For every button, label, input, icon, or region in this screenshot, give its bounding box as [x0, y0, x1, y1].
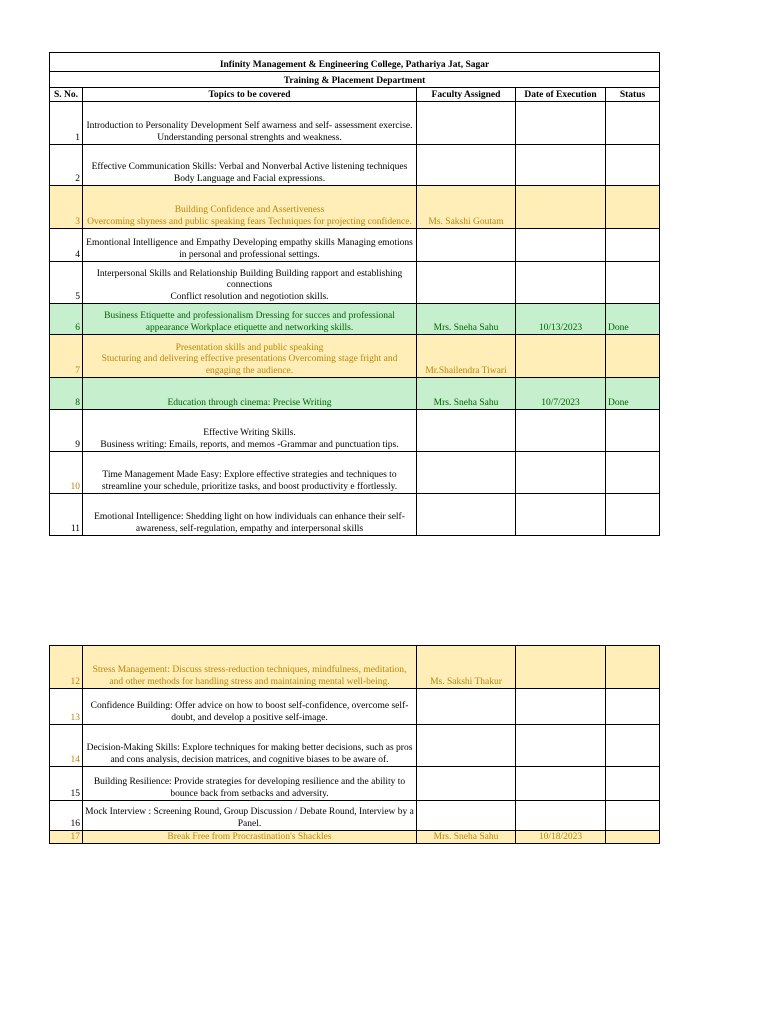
row-topic: Building Resilience: Provide strategies for developing resilience and the ability to bounce back from setbacks and adversity. — [83, 767, 417, 801]
row-date — [516, 186, 606, 229]
training-schedule-table-continued — [49, 645, 660, 844]
row-status: Done — [606, 378, 660, 410]
row-topic: Introduction to Personality Development Self awarness and self- assessment exercise. Understanding personal strenghts and weakness. — [83, 102, 417, 145]
row-sno: 11 — [50, 494, 83, 536]
table-row — [50, 262, 660, 304]
row-topic: Decision-Making Skills: Explore techniques for making better decisions, such as pros and cons analysis, decision matrices, and cognitive biases to be aware of. — [83, 725, 417, 767]
row-date — [516, 646, 606, 689]
row-date — [516, 767, 606, 801]
row-faculty — [417, 767, 516, 801]
row-status — [606, 145, 660, 186]
col-header-faculty: Faculty Assigned — [417, 88, 516, 102]
row-sno: 1 — [50, 102, 83, 145]
table-row — [50, 831, 660, 844]
row-status — [606, 494, 660, 536]
row-topic: Stress Management: Discuss stress-reduction techniques, mindfulness, meditation, and other methods for handling stress and maintaining mental well-being. — [83, 646, 417, 689]
row-sno: 15 — [50, 767, 83, 801]
table-row — [50, 689, 660, 725]
table-row — [50, 335, 660, 378]
row-date — [516, 145, 606, 186]
row-sno: 6 — [50, 304, 83, 335]
table-row — [50, 378, 660, 410]
row-date: 10/13/2023 — [516, 304, 606, 335]
row-topic: Mock Interview : Screening Round, Group Discussion / Debate Round, Interview by a Panel. — [83, 801, 417, 831]
row-topic: Break Free from Procrastination's Shackles — [83, 831, 417, 844]
row-status — [606, 767, 660, 801]
row-status — [606, 831, 660, 844]
row-faculty: Ms. Sakshi Thakur — [417, 646, 516, 689]
row-sno: 14 — [50, 725, 83, 767]
row-sno: 12 — [50, 646, 83, 689]
table-row — [50, 102, 660, 145]
row-faculty — [417, 229, 516, 262]
row-date — [516, 102, 606, 145]
row-faculty — [417, 145, 516, 186]
row-status — [606, 452, 660, 494]
row-topic — [83, 145, 417, 186]
table-row — [50, 410, 660, 452]
row-topic: Emontional Intelligence and Empathy Developing empathy skills Managing emotions in personal and professional settings. — [83, 229, 417, 262]
row-sno: 3 — [50, 186, 83, 229]
row-topic — [83, 410, 417, 452]
row-date — [516, 801, 606, 831]
row-sno: 4 — [50, 229, 83, 262]
row-sno: 13 — [50, 689, 83, 725]
row-status — [606, 725, 660, 767]
row-topic: Time Management Made Easy: Explore effective strategies and techniques to streamline your schedule, prioritize tasks, and boost productivity e ffortlessly. — [83, 452, 417, 494]
table-row — [50, 186, 660, 229]
department-subtitle: Training & Placement Department — [50, 72, 660, 88]
row-faculty: Ms. Sakshi Goutam — [417, 186, 516, 229]
col-header-sno: S. No. — [50, 88, 83, 102]
row-sno: 16 — [50, 801, 83, 831]
college-title: Infinity Management & Engineering College, Pathariya Jat, Sagar — [50, 53, 660, 72]
row-faculty: Mrs. Sneha Sahu — [417, 304, 516, 335]
row-topic-text: Effective Communication Skills: Verbal and Nonverbal Active listening techniques Body Language and Facial expressions. — [91, 162, 408, 184]
row-faculty: Mr.Shailendra Tiwari — [417, 335, 516, 378]
row-faculty — [417, 689, 516, 725]
row-faculty — [417, 725, 516, 767]
col-header-topic: Topics to be covered — [83, 88, 417, 102]
table-row — [50, 801, 660, 831]
row-status — [606, 646, 660, 689]
row-date — [516, 452, 606, 494]
row-status — [606, 229, 660, 262]
row-status: Done — [606, 304, 660, 335]
row-date: 10/7/2023 — [516, 378, 606, 410]
row-faculty: Mrs. Sneha Sahu — [417, 378, 516, 410]
training-schedule-table — [49, 52, 660, 536]
row-topic: Business Etiquette and professionalism Dressing for succes and professional appearance Workplace etiquette and networking skills. — [83, 304, 417, 335]
row-sno: 7 — [50, 335, 83, 378]
row-status — [606, 689, 660, 725]
row-faculty — [417, 102, 516, 145]
table-row — [50, 646, 660, 689]
row-sno: 2 — [50, 145, 83, 186]
row-date: 10/18/2023 — [516, 831, 606, 844]
row-sno: 5 — [50, 262, 83, 304]
row-status — [606, 410, 660, 452]
row-status — [606, 335, 660, 378]
row-sno: 10 — [50, 452, 83, 494]
row-faculty — [417, 494, 516, 536]
row-date — [516, 494, 606, 536]
row-date — [516, 229, 606, 262]
row-topic — [83, 335, 417, 378]
row-topic-text: Effective Writing Skills. Business writing: Emails, reports, and memos -Grammar and punctuation tips. — [100, 428, 399, 450]
row-status — [606, 102, 660, 145]
row-date — [516, 335, 606, 378]
table-row — [50, 767, 660, 801]
row-date — [516, 262, 606, 304]
table-row — [50, 725, 660, 767]
row-faculty — [417, 452, 516, 494]
row-topic: Confidence Building: Offer advice on how to boost self-confidence, overcome self-doubt, and develop a positive self-image. — [83, 689, 417, 725]
row-faculty — [417, 410, 516, 452]
row-faculty — [417, 262, 516, 304]
table-row — [50, 304, 660, 335]
row-faculty: Mrs. Sneha Sahu — [417, 831, 516, 844]
table-row — [50, 494, 660, 536]
row-topic-text: Interpersonal Skills and Relationship Building Building rapport and establishing connections Conflict resolution and negotiotion skills. — [96, 268, 403, 302]
row-topic — [83, 262, 417, 304]
column-header-row — [50, 88, 660, 102]
row-date — [516, 410, 606, 452]
col-header-date: Date of Execution — [516, 88, 606, 102]
row-status — [606, 801, 660, 831]
col-header-status: Status — [606, 88, 660, 102]
row-sno: 17 — [50, 831, 83, 844]
row-sno: 9 — [50, 410, 83, 452]
row-date — [516, 689, 606, 725]
row-topic: Emotional Intelligence: Shedding light on how individuals can enhance their self-awareness, self-regulation, empathy and interpersonal skills — [83, 494, 417, 536]
table-row — [50, 452, 660, 494]
row-topic: Education through cinema: Precise Writing — [83, 378, 417, 410]
row-faculty — [417, 801, 516, 831]
table-row — [50, 145, 660, 186]
row-date — [516, 725, 606, 767]
table-row — [50, 229, 660, 262]
row-topic-text: Presentation skills and public speaking Stucturing and delivering effective presentations Overcoming stage fright and engaging the audience. — [101, 342, 398, 376]
row-sno: 8 — [50, 378, 83, 410]
row-topic — [83, 186, 417, 229]
row-status — [606, 262, 660, 304]
row-status — [606, 186, 660, 229]
row-topic-text: Building Confidence and Assertiveness Overcoming shyness and public speaking fears Techniques for projecting confidence. — [87, 205, 412, 227]
